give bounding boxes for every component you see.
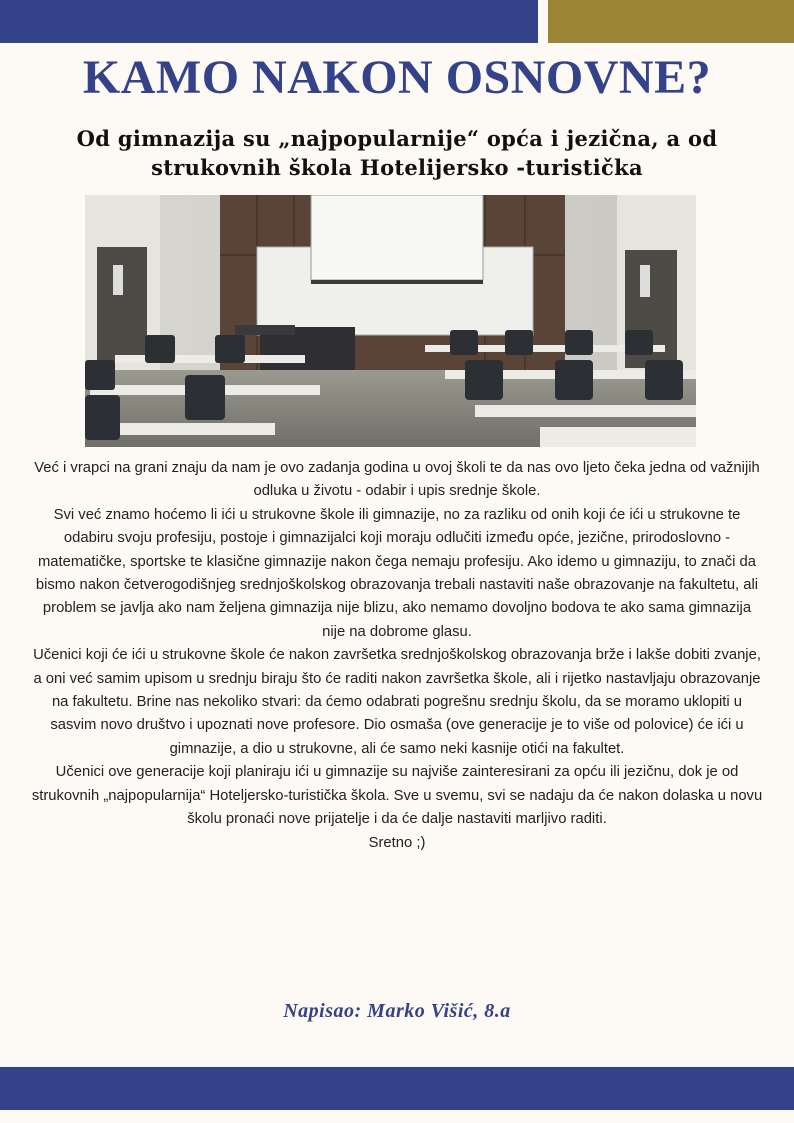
paragraph-2: Svi već znamo hoćemo li ići u strukovne škole ili gimnazije, no za razliku od onih koji će ići u strukovne te odabiru svoju profesiju, postoje i gimnazijalci koji moraju odlučiti između opće, jezične, prirodoslovno -matematičke, sportske te klasične gimnazije nakon čega nemaju profesiju. Ako idemo u gimnaziju, to znači da bismo nakon četverogodišnjeg srednjoškolskog obrazovanja trebali nastaviti naše obrazovanje na fakultetu, ali problem se javlja ako nam željena gimnazija nije blizu, ako nemamo dovoljno bodova te ako sama gimnazija nije na dobrome glasu.	[35, 506, 759, 640]
author-byline: Napisao: Marko Višić, 8.a	[283, 1000, 511, 1022]
classroom-photo	[85, 195, 696, 447]
closing-line: Sretno ;)	[368, 834, 426, 851]
page-title: KAMO NAKON OSNOVNE?	[82, 51, 712, 104]
paragraph-1: Već i vrapci na grani znaju da nam je ovo zadanja godina u ovoj školi te da nas ovo ljeto čeka jedna od važnijih odluka u životu - odabir i upis srednje škole.	[34, 460, 760, 500]
top-gold-bar	[548, 0, 794, 43]
page-subtitle: Od gimnazija su „najpopularnije“ opća i jezična, a od strukovnih škola Hotelijersko -turistička	[76, 126, 718, 180]
top-blue-bar	[0, 0, 538, 43]
article-body	[30, 457, 764, 855]
bottom-blue-bar	[0, 1067, 794, 1110]
paragraph-4: Učenici ove generacije koji planiraju ići u gimnazije su najviše zainteresirani za opću ili jezičnu, dok je od strukovnih „najpopularnija“ Hoteljersko-turistička škola. Sve u svemu, svi se nadaju da će nakon dolaska u novu školu pronaći nove prijatelje i da će dalje nastaviti marljivo raditi.	[31, 764, 763, 828]
paragraph-3: Učenici koji će ići u strukovne škole će nakon završetka srednjoškolskog obrazovanja brže i lakše dobiti zvanje, a oni već samim upisom u srednju biraju što će raditi nakon završetka škole, ali i rijetko nastavljaju obrazovanje na fakultetu. Brine nas nekoliko stvari: da ćemo odabrati pogrešnu srednju školu, da se moramo uklopiti u sasvim novo društvo i upoznati nove profesore. Dio osmaša (ove generacije je to više od polovice) će ići u gimnazije, a dio u strukovne, ali će samo neki kasnije otići na fakultet.	[33, 647, 761, 757]
